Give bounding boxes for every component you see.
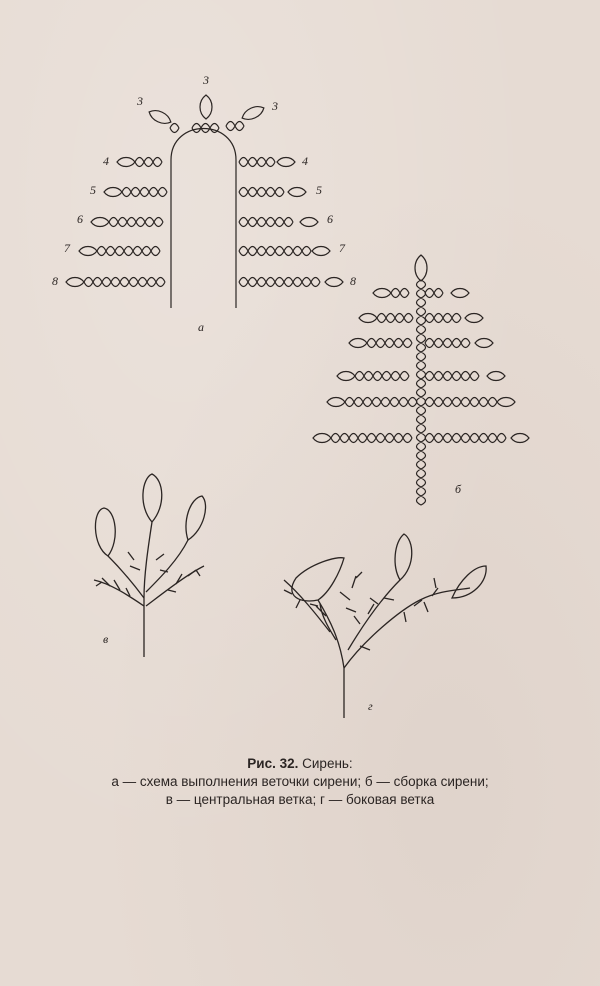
scheme-a-top-right-petal (240, 103, 266, 123)
scheme-a-number-left-8: 8 (52, 274, 58, 288)
label-v: в (103, 632, 109, 646)
scheme-b-left-petal (373, 289, 391, 298)
caption-line-2: а — схема выполнения веточки сирени; б — сборка сирени; (111, 774, 489, 789)
scheme-b-row-left (377, 314, 413, 323)
scheme-a-left-row (122, 188, 167, 197)
scheme-a-number-left-7: 7 (64, 241, 70, 255)
label-b: б (455, 482, 462, 496)
sketch-v-right-leaf (186, 496, 206, 540)
scheme-b-left-petal (349, 339, 367, 348)
scheme-b-row-left (331, 434, 412, 443)
scheme-b-row-right (425, 372, 479, 381)
scheme-b-row-right (425, 339, 470, 348)
scheme-a-top-left-petal (147, 107, 173, 127)
scheme-a-right-row (239, 158, 275, 167)
scheme-a-left-petal (91, 218, 109, 227)
scheme-a-right-row (239, 278, 320, 287)
scheme-b-row-right (425, 398, 497, 407)
scheme-b-row-right (425, 289, 443, 298)
sketch-g-left-spurs (284, 590, 336, 640)
sketch-v-left-stem (108, 556, 144, 598)
sketch-g-right-stem (344, 588, 470, 668)
scheme-a-number-right-7: 7 (339, 241, 345, 255)
scheme-b-row-left (391, 289, 409, 298)
sketch-v-right-spurs (168, 570, 200, 592)
scheme-b-stem (417, 280, 426, 505)
scheme-a-left-petal (66, 278, 84, 287)
caption-figure-number: Рис. 32. (247, 756, 299, 771)
scheme-a-right-petal (277, 158, 295, 167)
scheme-b-right-petal (497, 398, 515, 407)
scheme-a-right-row (239, 218, 293, 227)
sketch-v-top-leaf (143, 474, 162, 522)
label-g: г (368, 699, 373, 713)
scheme-a-left-petal (79, 247, 97, 256)
scheme-a-right-row (239, 247, 311, 256)
scheme-a-number-left-5: 5 (90, 183, 96, 197)
scheme-b-left-petal (313, 434, 331, 443)
scheme-a-number-left-6: 6 (77, 212, 83, 226)
scheme-a-number-top: 3 (203, 73, 209, 87)
scheme-a-top-petal (200, 95, 212, 119)
scheme-b-right-petal (451, 289, 469, 298)
scheme-a-left-petal (117, 158, 135, 167)
scheme-a-right-petal (312, 247, 330, 256)
scheme-b-top-petal (415, 255, 427, 281)
scheme-a-number-right-5: 5 (316, 183, 322, 197)
scheme-b-row-left (345, 398, 417, 407)
scheme-a-right-petal (288, 188, 306, 197)
scheme-b-row-right (425, 314, 461, 323)
scheme-b-left-petal (359, 314, 377, 323)
caption-figure-title: Сирень: (298, 756, 353, 771)
scheme-a-number-left-4: 4 (103, 154, 109, 168)
scheme-b-left-petal (327, 398, 345, 407)
scheme-a-top-left-beads (170, 124, 179, 133)
sketch-v-right-twigs (146, 566, 204, 606)
scheme-a-right-petal (325, 278, 343, 287)
sketch-g-top-leaf (395, 534, 412, 580)
label-a: а (198, 320, 204, 334)
sketch-v-left-twigs (94, 580, 144, 606)
scheme-a-number-right-8: 8 (350, 274, 356, 288)
sketch-g-left-leaf (292, 558, 344, 601)
scheme-b-right-petal (487, 372, 505, 381)
scheme-a-wire (171, 129, 236, 309)
scheme-b-row-right (425, 434, 506, 443)
scheme-a-right-petal (300, 218, 318, 227)
scheme-a-left-row (97, 247, 160, 256)
caption-title (0, 755, 600, 773)
scheme-b-right-petal (511, 434, 529, 443)
scheme-b-right-petal (475, 339, 493, 348)
scheme-b-row-left (355, 372, 409, 381)
caption-line-3: в — центральная ветка; г — боковая ветка (165, 792, 435, 807)
scheme-b-row-left (367, 339, 412, 348)
scheme-a-number-right-4: 4 (302, 154, 308, 168)
figure-caption (0, 755, 600, 809)
sketch-g-main-stem (318, 600, 344, 718)
sketch-g-right-spurs (404, 578, 438, 622)
scheme-a-number-top-left: 3 (137, 94, 143, 108)
scheme-a-left-petal (104, 188, 122, 197)
sketch-v-left-leaf (95, 508, 115, 556)
scheme-a-left-row (109, 218, 163, 227)
sketch-g-top-spurs (340, 572, 362, 600)
sketch-g-right-leaf (452, 566, 486, 598)
scheme-a-number-right-6: 6 (327, 212, 333, 226)
scheme-a-top-right-beads (226, 122, 244, 131)
scheme-a-right-row (239, 188, 284, 197)
scheme-b-left-petal (337, 372, 355, 381)
scheme-a-left-row (135, 158, 162, 167)
scheme-a-number-top-right: 3 (272, 99, 278, 113)
scheme-a-left-row (84, 278, 165, 287)
sketch-v-right-stem (146, 540, 188, 592)
sketch-g-left-twig (284, 580, 330, 632)
sketch-g-upper-stem (348, 580, 400, 650)
scheme-b-right-petal (465, 314, 483, 323)
